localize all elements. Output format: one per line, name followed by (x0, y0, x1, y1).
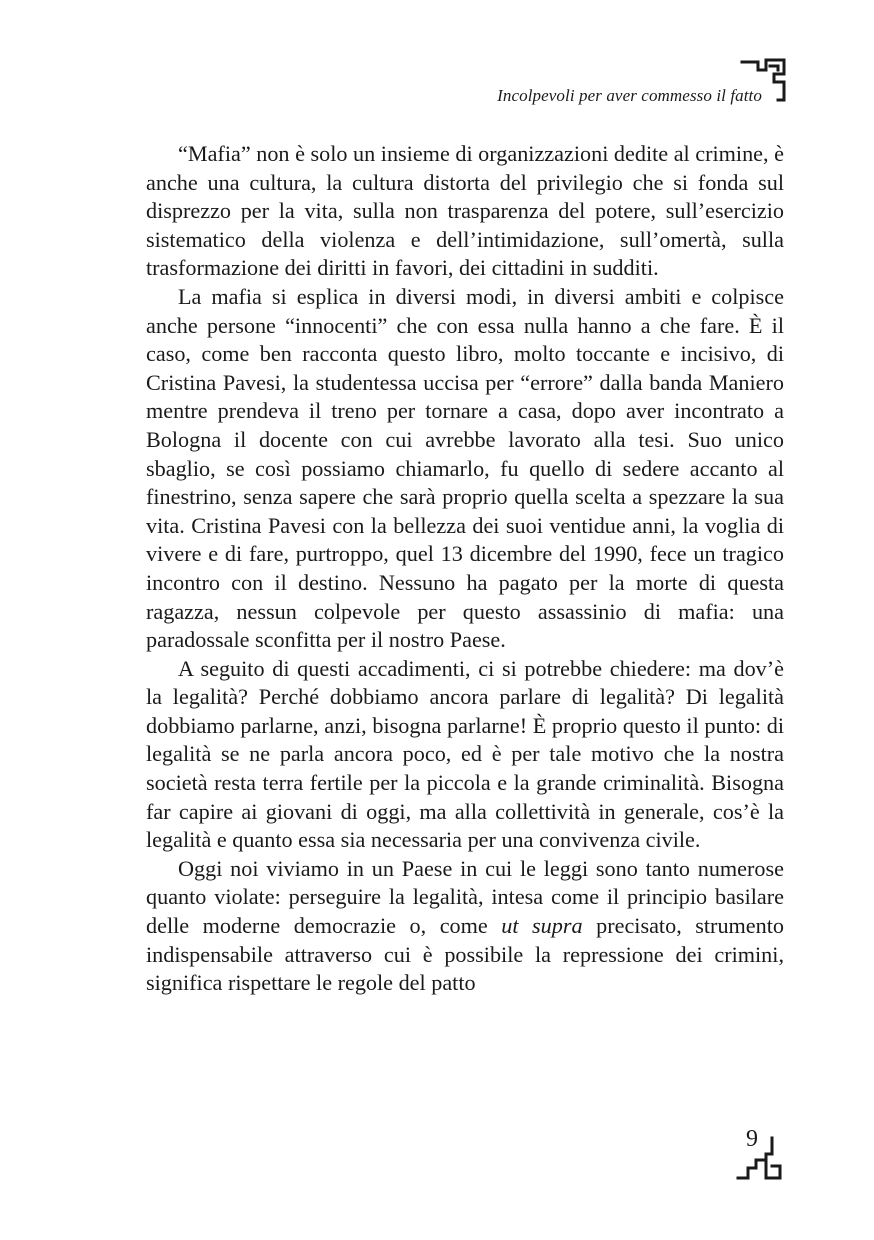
paragraph: La mafia si esplica in diversi modi, in diversi ambiti e colpisce anche persone “innocenti” che con essa nulla hanno a che fare. È il caso, come ben racconta questo libro, molto toccante e incisivo, di Cristina Pavesi, la studentessa uccisa per “errore” dalla banda Maniero mentre prendeva il treno per tornare a casa, dopo aver incontrato a Bologna il docente con cui avrebbe lavorato alla tesi. Suo unico sbaglio, se così possiamo chiamarlo, fu quello di sedere accanto al finestrino, senza sapere che sarà proprio quella scelta a spezzare la sua vita. Cristina Pavesi con la bellezza dei suoi ventidue anni, la voglia di vivere e di fare, purtroppo, quel 13 dicembre del 1990, fece un tragico incontro con il destino. Nessuno ha pagato per la morte di questa ragazza, nessun colpevole per questo assassinio di mafia: una paradossale sconfitta per il nostro Paese. (146, 283, 784, 653)
paragraph (146, 855, 784, 998)
main-text (146, 140, 784, 998)
paragraph: “Mafia” non è solo un insieme di organizzazioni dedite al crimine, è anche una cultura, la cultura distorta del privilegio che si fonda sul disprezzo per la vita, sulla non trasparenza del potere, sull’esercizio sistematico della violenza e dell’intimidazione, sull’omertà, sulla trasformazione dei diritti in favori, dei cittadini in sudditi. (146, 141, 784, 281)
greek-key-ornament-icon (736, 1136, 784, 1184)
paragraph-text: precisato, strumento indispensabile attraverso cui è possibile la repressione dei crimini, significa rispettare le regole del patto (146, 913, 784, 996)
running-title: Incolpevoli per aver commesso il fatto (497, 86, 762, 105)
italic-phrase: ut supra (501, 913, 583, 939)
paragraph: A seguito di questi accadimenti, ci si potrebbe chiedere: ma dov’è la legalità? Perché dobbiamo ancora parlare di legalità? Di legalità dobbiamo parlarne, anzi, bisogna parlarne! È proprio questo il punto: di legalità se ne parla ancora poco, ed è per tale motivo che la nostra società resta terra fertile per la piccola e la grande criminalità. Bisogna far capire ai giovani di oggi, ma alla collettività in generale, cos’è la legalità e quanto essa sia necessaria per una convivenza civile. (146, 655, 784, 853)
page-number: 9 (746, 1126, 758, 1152)
paragraph-text: Oggi noi viviamo in un Paese in cui le leggi sono tanto numerose quanto violate: perseguire la legalità, intesa come il principio basilare delle moderne democrazie o, come (146, 855, 784, 939)
